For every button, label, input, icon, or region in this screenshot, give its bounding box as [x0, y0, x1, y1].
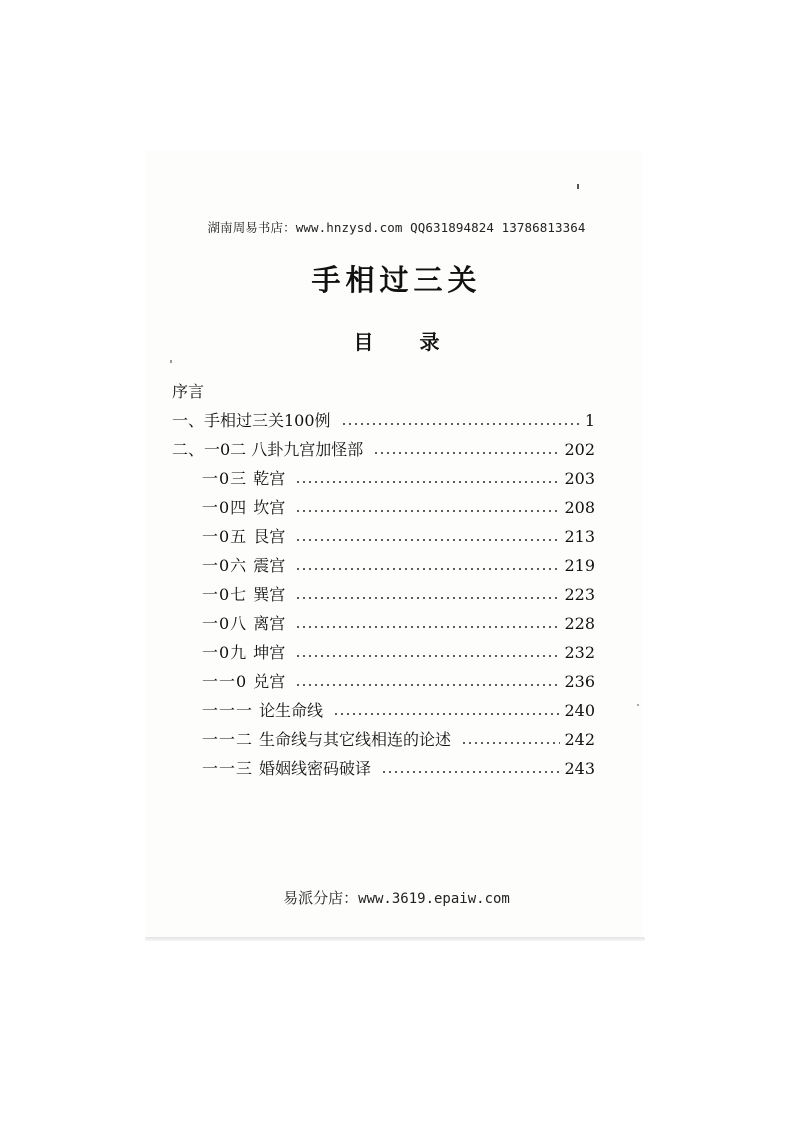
- scan-speck: [577, 184, 579, 189]
- toc-entry-number: 一0四: [202, 498, 248, 517]
- toc-entry-title: 坤宫: [253, 643, 286, 662]
- toc-entry: [202, 668, 595, 696]
- toc-entry-title: 二、一0二 八卦九宫加怪部: [172, 440, 364, 459]
- toc-entry-page: 243: [564, 759, 595, 778]
- toc-entry-page: 240: [564, 701, 595, 720]
- toc-leader-dots: [295, 683, 560, 687]
- toc-entry-title: 生命线与其它线相连的论述: [259, 730, 452, 749]
- toc-entry-title: 论生命线: [259, 701, 324, 720]
- toc-entry-page: 202: [564, 440, 595, 459]
- toc-leader-dots: [295, 538, 560, 542]
- toc-entry-number: 一0八: [202, 614, 248, 633]
- toc-preface-entry: 序言: [172, 382, 205, 401]
- store-footer-line: [0, 887, 793, 908]
- toc-leader-dots: [373, 451, 560, 455]
- toc-entry: [202, 581, 595, 609]
- paper-bottom-edge: [145, 937, 645, 941]
- toc-leader-dots: [333, 712, 560, 716]
- toc-entry-page: 1: [584, 411, 595, 430]
- toc-entry-title: 婚姻线密码破译: [259, 759, 372, 778]
- toc-entry: [202, 465, 595, 493]
- toc-entry-title: 兑宫: [253, 672, 286, 691]
- toc-entry-title: 乾宫: [253, 469, 286, 488]
- toc-entry-number: 一一一: [202, 701, 254, 720]
- toc-entry-number: 一0三: [202, 469, 248, 488]
- toc-entry-number: 一一三: [202, 759, 254, 778]
- toc-heading: 目录: [353, 330, 486, 354]
- toc-entry-page: 203: [564, 469, 595, 488]
- toc-entry-title: 震宫: [253, 556, 286, 575]
- toc-leader-dots: [341, 422, 581, 426]
- toc-entry-title: 一、手相过三关100例: [172, 411, 331, 430]
- toc-entry-page: 228: [564, 614, 595, 633]
- toc-leader-dots: [381, 770, 560, 774]
- toc-entry: [202, 494, 595, 522]
- toc-entry: [202, 755, 595, 783]
- scan-speck: [637, 704, 639, 706]
- toc-entry-page: 236: [564, 672, 595, 691]
- toc-entry: [202, 639, 595, 667]
- toc-entry-page: 232: [564, 643, 595, 662]
- toc-leader-dots: [295, 625, 560, 629]
- toc-leader-dots: [295, 567, 560, 571]
- toc-entry-page: 213: [564, 527, 595, 546]
- toc-leader-dots: [295, 596, 560, 600]
- toc-entry-title: 艮宫: [253, 527, 286, 546]
- toc-leader-dots: [295, 654, 560, 658]
- toc-entry-page: 208: [564, 498, 595, 517]
- toc-entry-number: 一0七: [202, 585, 248, 604]
- toc-entry-number: 一一二: [202, 730, 254, 749]
- toc-entry: [202, 523, 595, 551]
- toc-entry: [172, 407, 595, 435]
- toc-entry-page: 242: [564, 730, 595, 749]
- toc-leader-dots: [295, 509, 560, 513]
- toc-entry-page: 219: [564, 556, 595, 575]
- toc-leader-dots: [461, 741, 560, 745]
- scan-speck: [170, 360, 172, 363]
- toc-entry: [202, 552, 595, 580]
- store-watermark-line: 湖南周易书店：www.hnzysd.com QQ631894824 13786813364: [207, 220, 586, 235]
- toc-entry: [202, 726, 595, 754]
- footer-url: www.3619.epaiw.com: [358, 891, 510, 907]
- toc-entry-title: 离宫: [253, 614, 286, 633]
- toc-entry-page: 223: [564, 585, 595, 604]
- book-title: 手相过三关: [311, 263, 482, 297]
- toc-entry-title: 坎宫: [253, 498, 286, 517]
- toc-entry-number: 一一0: [202, 672, 248, 691]
- toc-entry-number: 一0六: [202, 556, 248, 575]
- toc-entry-number: 一0九: [202, 643, 248, 662]
- toc-entry: [202, 697, 595, 725]
- toc-entry: [172, 436, 595, 464]
- toc-entry-number: 一0五: [202, 527, 248, 546]
- toc-entry: [202, 610, 595, 638]
- toc-leader-dots: [295, 480, 560, 484]
- toc-entry-title: 巽宫: [253, 585, 286, 604]
- footer-label: 易派分店：: [283, 889, 359, 907]
